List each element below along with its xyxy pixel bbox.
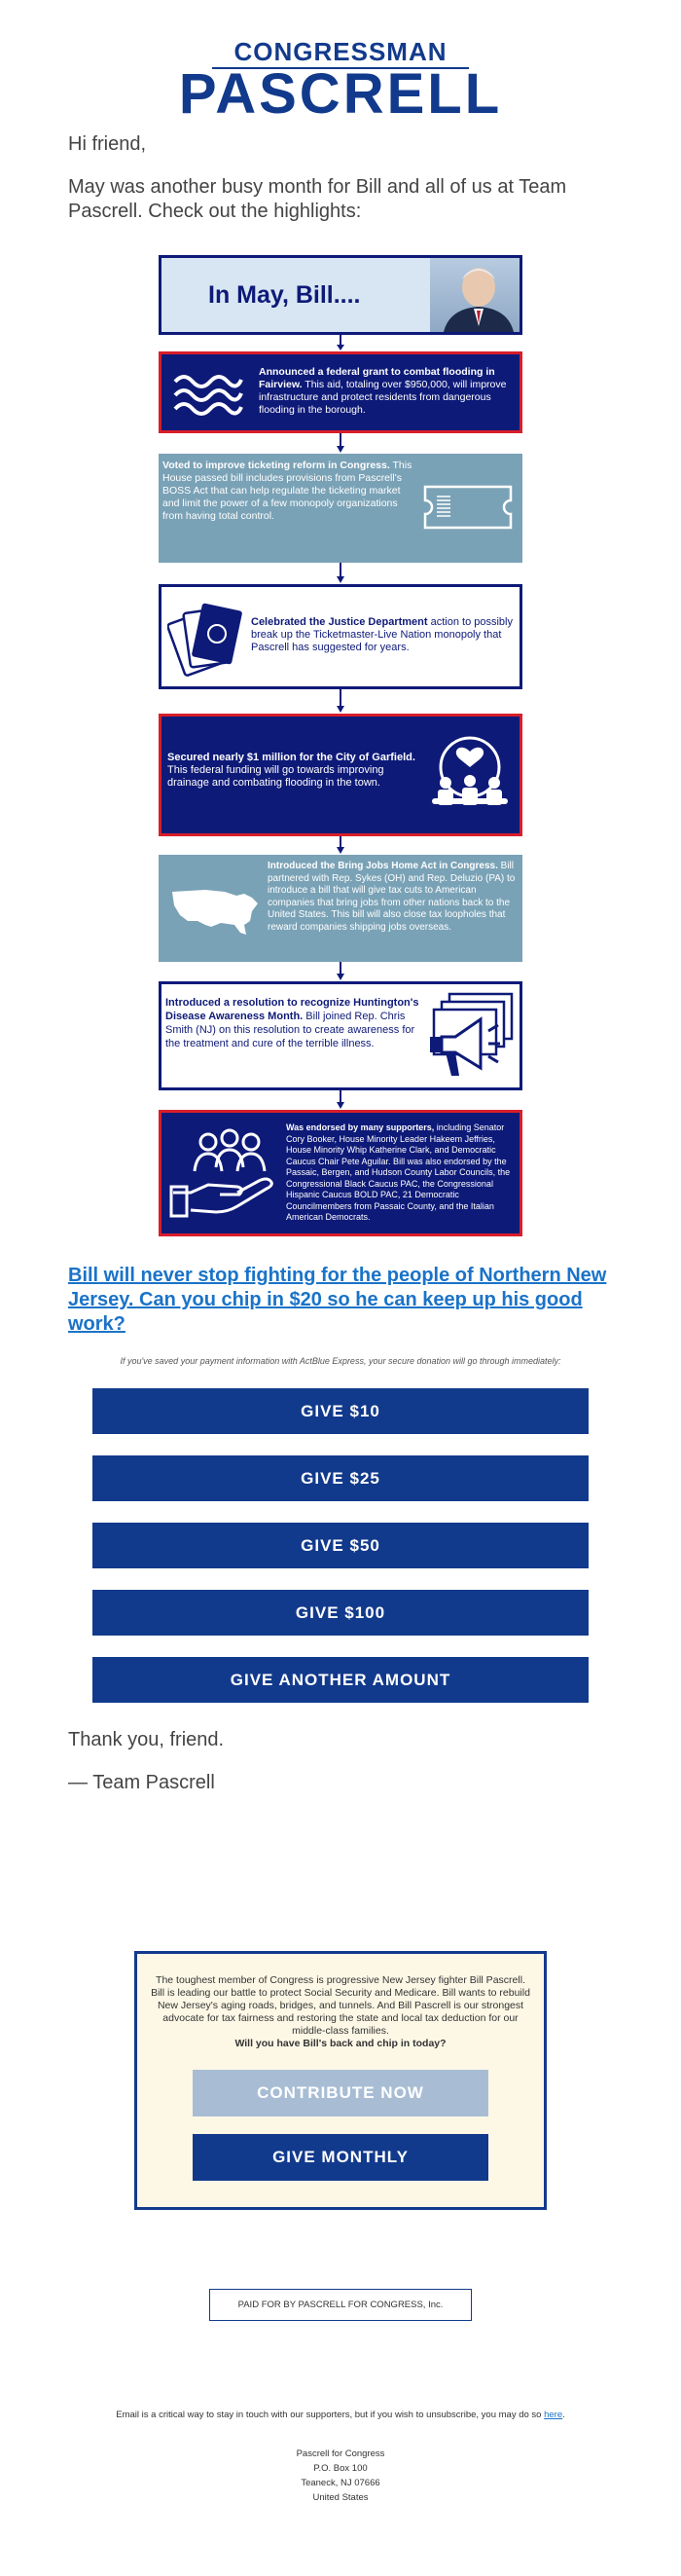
arrow-down-icon bbox=[336, 563, 345, 584]
card-bold: Secured nearly $1 million for the City of Garfield. bbox=[167, 752, 415, 763]
infographic-title: In May, Bill.... bbox=[208, 281, 361, 309]
hand-supporters-icon bbox=[169, 1126, 284, 1224]
arrow-down-icon bbox=[336, 1090, 345, 1110]
card-huntingtons-awareness bbox=[159, 981, 522, 1090]
card-garfield-funding bbox=[159, 714, 522, 836]
card-ticketing-reform bbox=[159, 454, 522, 563]
card-body: Bill joined Rep. Chris Smith (NJ) on this resolution to create awareness for the treatment and cure of the terrible illness. bbox=[165, 1011, 415, 1049]
signoff-text: — Team Pascrell bbox=[68, 1772, 215, 1793]
arrow-down-icon bbox=[336, 962, 345, 981]
address-line: Teaneck, NJ 07666 bbox=[301, 2478, 380, 2488]
logo-congressman: CONGRESSMAN bbox=[233, 37, 448, 66]
card-bold: Introduced a resolution to recognize Huntington's Disease Awareness Month. bbox=[165, 997, 419, 1022]
mailing-address bbox=[0, 2447, 681, 2505]
unsubscribe-message: Email is a critical way to stay in touch with our supporters, but if you wish to unsubscribe, you may do so bbox=[116, 2410, 545, 2420]
ticket-icon bbox=[421, 483, 515, 532]
arrow-down-icon bbox=[336, 836, 345, 855]
appeal-text bbox=[149, 1974, 532, 2050]
address-line: P.O. Box 100 bbox=[313, 2463, 368, 2474]
tickets-icon bbox=[167, 595, 245, 679]
card-body: This federal funding will go towards improving drainage and combating flooding in the town. bbox=[167, 764, 384, 789]
usa-map-icon bbox=[166, 882, 264, 938]
card-body: Bill partnered with Rep. Sykes (OH) and Rep. Deluzio (PA) to introduce a bill that will give tax cuts to American companies that bring jobs from other nations back to the United States. This bill will also close tax loopholes that reward companies shipping jobs overseas. bbox=[268, 861, 516, 933]
logo-pascrell: PASCRELL bbox=[178, 62, 503, 126]
chip-in-link[interactable]: Bill will never stop fighting for the people of Northern New Jersey. Can you chip in $20 so he can keep up his good work? bbox=[68, 1265, 607, 1335]
paid-for-disclaimer: PAID FOR BY PASCRELL FOR CONGRESS, Inc. bbox=[209, 2289, 472, 2321]
appeal-body: The toughest member of Congress is progressive New Jersey fighter Bill Pascrell. Bill is leading our battle to protect Social Security and Medicare. Bill wants to rebuild New Jersey's aging roads, bridges, and tunnels. And Bill Pascrell is our strongest advocate for tax fairness and restoring the state and local tax deduction for our middle-class families. bbox=[151, 1974, 530, 2037]
give-25-button[interactable]: GIVE $25 bbox=[92, 1455, 589, 1501]
give-another-amount-button[interactable]: GIVE ANOTHER AMOUNT bbox=[92, 1657, 589, 1703]
card-justice-department bbox=[159, 584, 522, 689]
arrow-down-icon bbox=[336, 433, 345, 454]
address-line: Pascrell for Congress bbox=[296, 2448, 385, 2459]
unsubscribe-text bbox=[0, 2410, 681, 2420]
infographic-title-card bbox=[159, 255, 522, 335]
card-body: This House passed bill includes provisions from Pascrell's BOSS Act that can help regulate the ticketing market and limit the power of a few monopoly organizations from having total control. bbox=[162, 460, 412, 522]
card-fairview-grant bbox=[159, 351, 522, 433]
card-bring-jobs-home bbox=[159, 855, 522, 962]
card-body: including Senator Cory Booker, House Minority Leader Hakeem Jeffries, House Minority Whip Katherine Clark, and Democratic Caucus Chair Pete Aguilar. Bill was also endorsed by the Passaic, Bergen, and Hudson County Labor Councils, the Congressional Black Caucus PAC, the Congressional Hispanic Caucus BOLD PAC, 21 Democratic Councilmembers from Passaic County, and the Italian American Democrats. bbox=[286, 1122, 511, 1222]
appeal-box bbox=[134, 1951, 547, 2210]
appeal-question: Will you have Bill's back and chip in today? bbox=[234, 2038, 447, 2049]
give-10-button[interactable]: GIVE $10 bbox=[92, 1388, 589, 1434]
card-bold: Was endorsed by many supporters, bbox=[286, 1122, 435, 1132]
intro-text: May was another busy month for Bill and all of us at Team Pascrell. Check out the highlights: bbox=[68, 176, 567, 222]
card-bold: Celebrated the Justice Department bbox=[251, 616, 428, 628]
card-bold: Announced a federal grant to combat flooding in Fairview. bbox=[259, 366, 495, 390]
card-endorsements bbox=[159, 1110, 522, 1236]
unsubscribe-link[interactable]: here bbox=[544, 2410, 563, 2420]
give-100-button[interactable]: GIVE $100 bbox=[92, 1590, 589, 1636]
actblue-express-note: If you've saved your payment information with ActBlue Express, your secure donation will go through immediately: bbox=[120, 1356, 561, 1366]
waves-icon bbox=[171, 368, 245, 417]
arrow-down-icon bbox=[336, 335, 345, 351]
address-line: United States bbox=[312, 2492, 369, 2503]
greeting: Hi friend, bbox=[68, 133, 147, 155]
card-body: This aid, totaling over $950,000, will improve infrastructure and protect residents from dangerous flooding in the borough. bbox=[259, 379, 507, 416]
community-heart-icon bbox=[426, 730, 514, 820]
card-body: action to possibly break up the Ticketmaster-Live Nation monopoly that Pascrell has suggested for years. bbox=[251, 616, 513, 653]
unsubscribe-period: . bbox=[562, 2410, 565, 2420]
bill-photo bbox=[430, 258, 520, 332]
card-bold: Voted to improve ticketing reform in Congress. bbox=[162, 460, 390, 471]
give-monthly-button[interactable]: GIVE MONTHLY bbox=[193, 2134, 488, 2181]
contribute-now-button[interactable]: CONTRIBUTE NOW bbox=[193, 2070, 488, 2116]
megaphone-icon bbox=[420, 990, 518, 1084]
thank-you-text: Thank you, friend. bbox=[68, 1729, 225, 1750]
card-bold: Introduced the Bring Jobs Home Act in Congress. bbox=[268, 861, 498, 871]
give-50-button[interactable]: GIVE $50 bbox=[92, 1523, 589, 1568]
arrow-down-icon bbox=[336, 689, 345, 714]
